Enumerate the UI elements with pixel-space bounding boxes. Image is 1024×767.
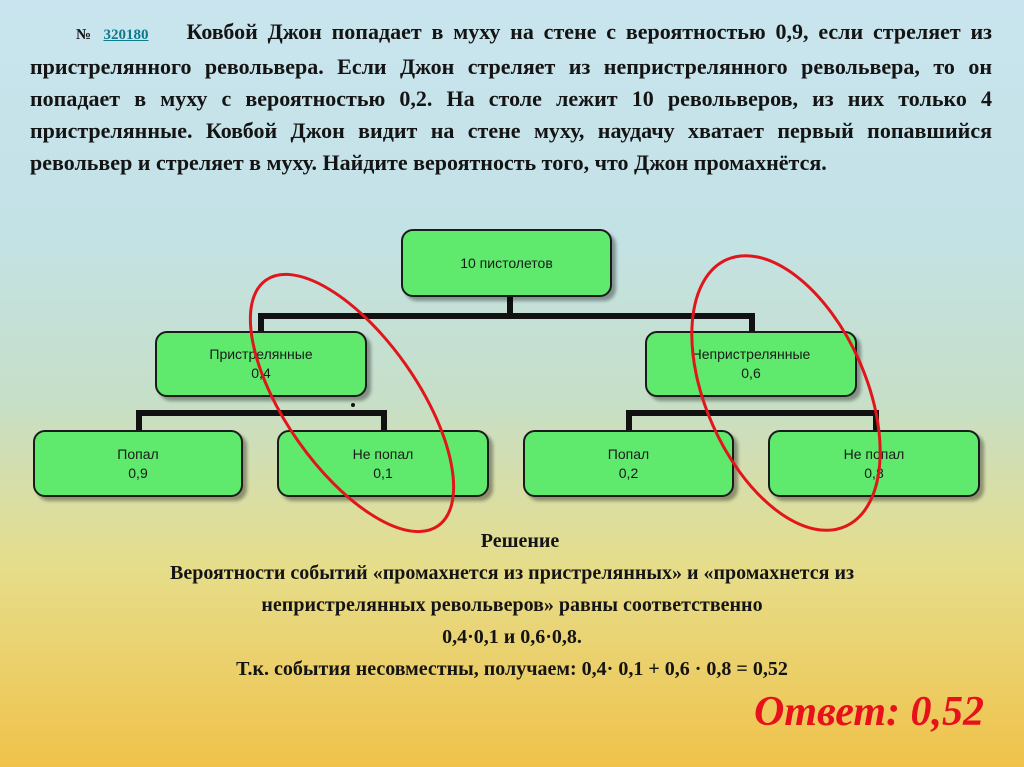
tree-right-label: Непристрелянные bbox=[691, 346, 811, 362]
highlight-ellipse-left bbox=[212, 242, 492, 563]
tree-left-hit-value: 0,9 bbox=[128, 464, 148, 481]
problem-number-link[interactable]: 320180 bbox=[103, 27, 149, 43]
tree-right-hit-value: 0,2 bbox=[618, 464, 639, 481]
tree-right-miss-value: 0,8 bbox=[864, 464, 884, 481]
tree-left-value: 0,4 bbox=[251, 365, 271, 381]
tree-right-miss-label: Не попал bbox=[843, 445, 905, 462]
solution-line-2: непристрелянных револьверов» равны соответственно bbox=[261, 594, 763, 616]
problem-text: Ковбой Джон попадает в муху на стене с вероятностью 0,9, если стреляет из пристрелянного револьвера. Если Джон стреляет из непристрелянного револьвера, то он попадает в муху с вероятностью 0,2. На столе лежит 10 револьверов, из них только 4 пристрелянные. Ковбой Джон видит на стене муху, наудачу хватает первый попавшийся револьвер и стреляет в муху. Найдите вероятность того, что Джон промахнётся. bbox=[30, 19, 993, 175]
answer: Ответ: 0,52 bbox=[754, 689, 984, 735]
solution-heading: Решение bbox=[480, 530, 560, 552]
solution-line-4: Т.к. события несовместны, получаем: 0,4· 0,1 + 0,6 · 0,8 = 0,52 bbox=[236, 658, 788, 680]
tree-left-hit-label: Попал bbox=[117, 445, 159, 462]
solution-line-1: Вероятности событий «промахнется из пристрелянных» и «промахнется из bbox=[169, 562, 854, 584]
tree-root-label: 10 пистолетов bbox=[460, 254, 553, 271]
tree-left-label: Пристрелянные bbox=[209, 346, 313, 362]
tree-left-miss-label: Не попал bbox=[352, 445, 414, 462]
tree-right-value: 0,6 bbox=[741, 365, 761, 381]
problem-number-prefix: № bbox=[76, 27, 96, 43]
solution-line-3: 0,4·0,1 и 0,6·0,8. bbox=[442, 626, 582, 648]
highlight-ellipse-right bbox=[654, 227, 919, 559]
tree-right-hit-label: Попал bbox=[607, 445, 650, 462]
tree-left-miss-value: 0,1 bbox=[373, 464, 393, 481]
